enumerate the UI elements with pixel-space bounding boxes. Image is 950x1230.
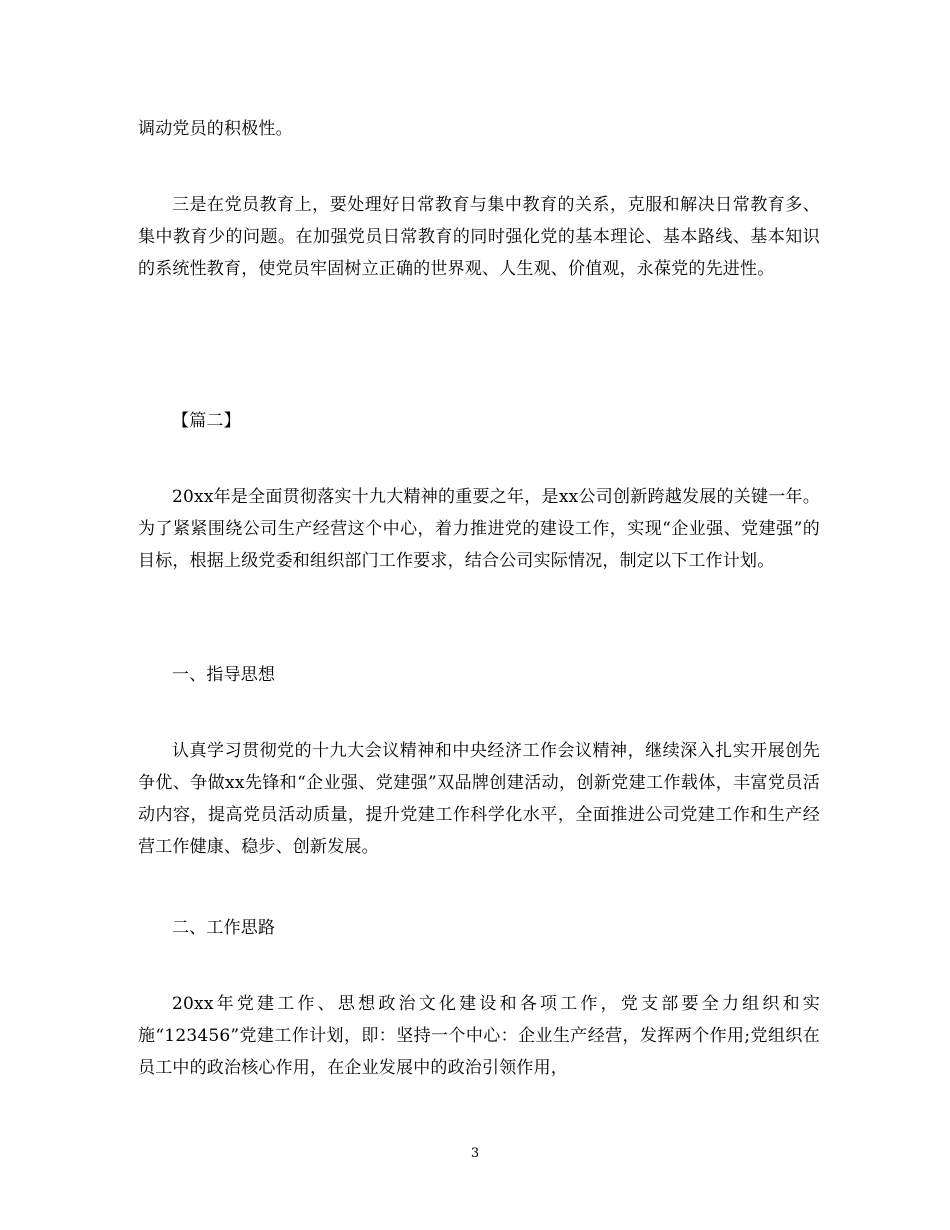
page-number: 3 — [470, 1146, 480, 1161]
chapter-heading: 【篇二】 — [172, 411, 241, 431]
section-heading-work-approach: 二、工作思路 — [172, 918, 276, 938]
paragraph-intro: 20xx年是全面贯彻落实十九大精神的重要之年，是xx公司创新跨越发展的关键一年。为了紧紧围绕公司生产经营这个中心，着力推进党的建设工作，实现“企业强、党建强”的目标，根据上级党委和组织部门工作要求，结合公司实际情况，制定以下工作计划。 — [138, 487, 820, 571]
paragraph-continuation: 调动党员的积极性。 — [138, 119, 293, 139]
paragraph-third-point: 三是在党员教育上，要处理好日常教育与集中教育的关系，克服和解决日常教育多、集中教育少的问题。在加强党员日常教育的同时强化党的基本理论、基本路线、基本知识的系统性教育，使党员牢固树立正确的世界观、人生观、价值观，永葆党的先进性。 — [138, 195, 820, 279]
paragraph-guiding-ideology: 认真学习贯彻党的十九大会议精神和中央经济工作会议精神，继续深入扎实开展创先争优、争做xx先锋和“企业强、党建强”双品牌创建活动，创新党建工作载体，丰富党员活动内容，提高党员活动质量，提升党建工作科学化水平，全面推进公司党建工作和生产经营工作健康、稳步、创新发展。 — [138, 741, 820, 857]
paragraph-work-approach: 20xx年党建工作、思想政治文化建设和各项工作，党支部要全力组织和实施“123456”党建工作计划，即：坚持一个中心：企业生产经营，发挥两个作用;党组织在员工中的政治核心作用，在企业发展中的政治引领作用， — [138, 994, 820, 1078]
section-heading-guiding-ideology: 一、指导思想 — [172, 665, 276, 685]
